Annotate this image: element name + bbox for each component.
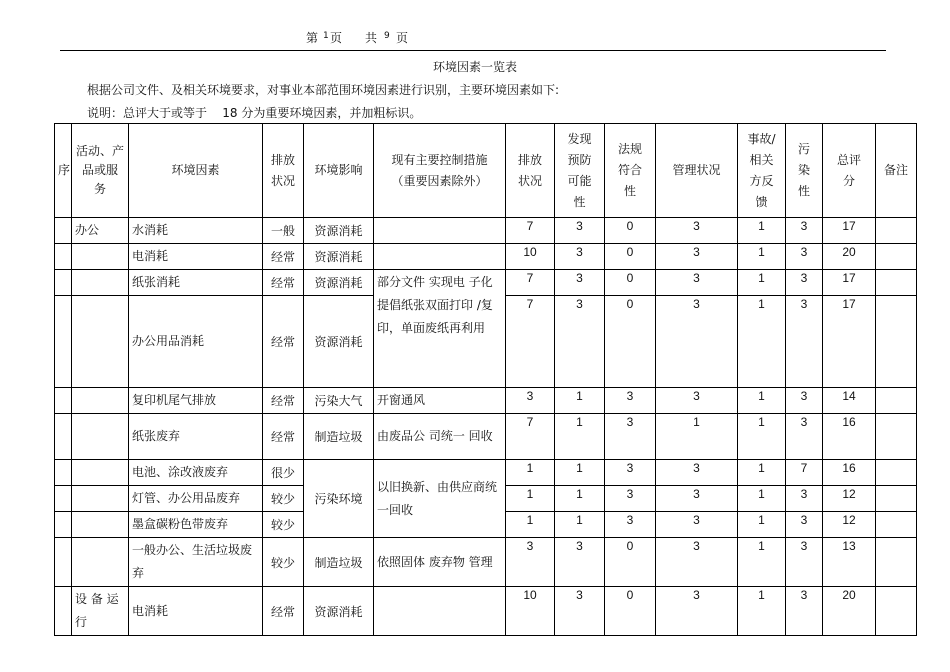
header-measures: 现有主要控制措施 （重要因素除外） — [374, 124, 506, 218]
score-pollution: 3 — [786, 388, 823, 414]
emission-cell: 较少 — [263, 512, 304, 538]
intro-text: 根据公司文件、及相关环境要求，对事业本部范围环境因素进行识别，主要环境因素如下: — [87, 83, 560, 97]
score-prevention: 1 — [555, 388, 605, 414]
seq-cell — [55, 486, 72, 512]
score-total: 17 — [823, 270, 876, 296]
seq-cell — [55, 512, 72, 538]
score-total: 16 — [823, 460, 876, 486]
score-emission: 3 — [506, 538, 555, 587]
seq-cell — [55, 244, 72, 270]
factor-cell: 电消耗 — [129, 587, 263, 636]
score-management: 3 — [656, 587, 738, 636]
header-pollution: 污 染 性 — [786, 124, 823, 218]
remark-cell — [876, 296, 917, 388]
score-management: 1 — [656, 414, 738, 460]
impact-cell: 制造垃圾 — [304, 414, 374, 460]
header-emission: 排放 状况 — [263, 124, 304, 218]
activity-cell — [72, 414, 129, 460]
note-text: 说明：总评大于或等于 18 分为重要环境因素，并加粗标识。 — [87, 106, 422, 120]
impact-cell: 污染大气 — [304, 388, 374, 414]
impact-cell: 污染环境 — [304, 460, 374, 538]
activity-cell — [72, 296, 129, 388]
emission-cell: 较少 — [263, 538, 304, 587]
score-accident: 1 — [738, 244, 786, 270]
score-prevention: 1 — [555, 460, 605, 486]
factor-cell: 水消耗 — [129, 218, 263, 244]
score-prevention: 3 — [555, 218, 605, 244]
remark-cell — [876, 270, 917, 296]
emission-cell: 经常 — [263, 388, 304, 414]
score-emission: 7 — [506, 414, 555, 460]
activity-cell — [72, 270, 129, 296]
emission-cell: 经常 — [263, 270, 304, 296]
score-accident: 1 — [738, 460, 786, 486]
score-law: 3 — [605, 512, 656, 538]
remark-cell — [876, 414, 917, 460]
header-seq: 序 — [55, 124, 72, 218]
score-accident: 1 — [738, 218, 786, 244]
impact-cell: 资源消耗 — [304, 270, 374, 296]
score-accident: 1 — [738, 587, 786, 636]
remark-cell — [876, 486, 917, 512]
header-accident: 事故/ 相关 方反 馈 — [738, 124, 786, 218]
impact-cell: 资源消耗 — [304, 587, 374, 636]
score-total: 20 — [823, 587, 876, 636]
measure-cell — [374, 244, 506, 270]
score-law: 0 — [605, 538, 656, 587]
score-accident: 1 — [738, 414, 786, 460]
score-law: 3 — [605, 388, 656, 414]
factor-cell: 纸张消耗 — [129, 270, 263, 296]
score-accident: 1 — [738, 296, 786, 388]
score-prevention: 3 — [555, 538, 605, 587]
score-total: 14 — [823, 388, 876, 414]
table-row — [55, 244, 917, 270]
table-row — [55, 218, 917, 244]
factor-cell: 电池、涂改液废弃 — [129, 460, 263, 486]
header-remark: 备注 — [876, 124, 917, 218]
measure-cell: 部分文件 实现电 子化 提倡纸张双面打印 /复印，单面废纸再利用 — [374, 270, 506, 388]
table-row — [55, 460, 917, 486]
score-law: 0 — [605, 218, 656, 244]
remark-cell — [876, 587, 917, 636]
score-prevention: 3 — [555, 270, 605, 296]
score-total: 13 — [823, 538, 876, 587]
page-word: 第 — [306, 31, 319, 45]
score-prevention: 3 — [555, 244, 605, 270]
seq-cell — [55, 270, 72, 296]
score-total: 12 — [823, 486, 876, 512]
header-law: 法规 符合 性 — [605, 124, 656, 218]
page-number: 1 — [323, 31, 329, 41]
table-row — [55, 270, 917, 296]
score-management: 3 — [656, 218, 738, 244]
remark-cell — [876, 218, 917, 244]
score-accident: 1 — [738, 512, 786, 538]
score-law: 0 — [605, 296, 656, 388]
score-prevention: 3 — [555, 587, 605, 636]
header-activity: 活动、产 品或服 务 — [72, 124, 129, 218]
score-law: 3 — [605, 460, 656, 486]
score-law: 3 — [605, 486, 656, 512]
score-pollution: 3 — [786, 296, 823, 388]
header-impact: 环境影响 — [304, 124, 374, 218]
score-emission: 1 — [506, 512, 555, 538]
score-management: 3 — [656, 388, 738, 414]
remark-cell — [876, 244, 917, 270]
measure-cell — [374, 587, 506, 636]
seq-cell — [55, 460, 72, 486]
score-emission: 1 — [506, 460, 555, 486]
activity-cell — [72, 244, 129, 270]
score-management: 3 — [656, 270, 738, 296]
score-pollution: 3 — [786, 270, 823, 296]
activity-cell — [72, 486, 129, 512]
header-rule — [60, 50, 886, 51]
total-unit: 页 — [396, 31, 409, 45]
seq-cell — [55, 388, 72, 414]
activity-cell — [72, 460, 129, 486]
score-management: 3 — [656, 244, 738, 270]
score-emission: 10 — [506, 244, 555, 270]
measure-cell: 以旧换新、由供应商统一回收 — [374, 460, 506, 538]
remark-cell — [876, 538, 917, 587]
score-prevention: 3 — [555, 296, 605, 388]
table-row — [55, 538, 917, 587]
header-management: 管理状况 — [656, 124, 738, 218]
impact-cell: 制造垃圾 — [304, 538, 374, 587]
score-accident: 1 — [738, 486, 786, 512]
score-pollution: 3 — [786, 414, 823, 460]
score-management: 3 — [656, 296, 738, 388]
score-emission: 7 — [506, 270, 555, 296]
header-prevention: 发现 预防 可能 性 — [555, 124, 605, 218]
activity-cell — [72, 388, 129, 414]
seq-cell — [55, 538, 72, 587]
header-factor: 环境因素 — [129, 124, 263, 218]
score-management: 3 — [656, 460, 738, 486]
score-law: 0 — [605, 587, 656, 636]
score-total: 12 — [823, 512, 876, 538]
emission-cell: 经常 — [263, 414, 304, 460]
score-pollution: 3 — [786, 244, 823, 270]
emission-cell: 较少 — [263, 486, 304, 512]
activity-cell: 办公 — [72, 218, 129, 244]
factor-cell: 灯管、办公用品废弃 — [129, 486, 263, 512]
score-prevention: 1 — [555, 486, 605, 512]
measure-cell: 由废品公 司统一 回收 — [374, 414, 506, 460]
activity-cell — [72, 538, 129, 587]
score-law: 3 — [605, 414, 656, 460]
score-law: 0 — [605, 270, 656, 296]
score-pollution: 3 — [786, 512, 823, 538]
score-emission: 7 — [506, 296, 555, 388]
header-emission-score: 排放 状况 — [506, 124, 555, 218]
factor-cell: 一般办公、生活垃圾废弃 — [129, 538, 263, 587]
score-pollution: 3 — [786, 587, 823, 636]
document-title: 环境因素一览表 — [432, 60, 517, 74]
impact-cell: 资源消耗 — [304, 296, 374, 388]
environment-factor-table — [54, 123, 917, 636]
emission-cell: 经常 — [263, 244, 304, 270]
remark-cell — [876, 512, 917, 538]
measure-cell: 开窗通风 — [374, 388, 506, 414]
factor-cell: 办公用品消耗 — [129, 296, 263, 388]
score-accident: 1 — [738, 270, 786, 296]
table-row — [55, 388, 917, 414]
table-row — [55, 587, 917, 636]
score-emission: 7 — [506, 218, 555, 244]
remark-cell — [876, 388, 917, 414]
activity-cell: 设 备 运 行 — [72, 587, 129, 636]
score-total: 17 — [823, 296, 876, 388]
impact-cell: 资源消耗 — [304, 218, 374, 244]
score-pollution: 7 — [786, 460, 823, 486]
factor-cell: 纸张废弃 — [129, 414, 263, 460]
impact-cell: 资源消耗 — [304, 244, 374, 270]
factor-cell: 电消耗 — [129, 244, 263, 270]
measure-cell — [374, 218, 506, 244]
header-total: 总评 分 — [823, 124, 876, 218]
total-word: 共 — [365, 31, 378, 45]
table-row — [55, 414, 917, 460]
factor-cell: 墨盒碳粉色带废弃 — [129, 512, 263, 538]
score-prevention: 1 — [555, 512, 605, 538]
score-total: 20 — [823, 244, 876, 270]
emission-cell: 经常 — [263, 296, 304, 388]
score-accident: 1 — [738, 388, 786, 414]
emission-cell: 一般 — [263, 218, 304, 244]
score-management: 3 — [656, 486, 738, 512]
score-emission: 3 — [506, 388, 555, 414]
emission-cell: 很少 — [263, 460, 304, 486]
total-pages: 9 — [384, 31, 390, 41]
score-pollution: 3 — [786, 486, 823, 512]
measure-cell: 依照固体 废弃物 管理 — [374, 538, 506, 587]
page-unit: 页 — [330, 31, 343, 45]
score-accident: 1 — [738, 538, 786, 587]
factor-cell: 复印机尾气排放 — [129, 388, 263, 414]
score-pollution: 3 — [786, 218, 823, 244]
score-prevention: 1 — [555, 414, 605, 460]
score-management: 3 — [656, 538, 738, 587]
score-management: 3 — [656, 512, 738, 538]
seq-cell — [55, 414, 72, 460]
emission-cell: 经常 — [263, 587, 304, 636]
seq-cell — [55, 296, 72, 388]
seq-cell — [55, 218, 72, 244]
score-pollution: 3 — [786, 538, 823, 587]
activity-cell — [72, 512, 129, 538]
score-total: 17 — [823, 218, 876, 244]
score-law: 0 — [605, 244, 656, 270]
score-emission: 1 — [506, 486, 555, 512]
header-row — [55, 124, 917, 218]
remark-cell — [876, 460, 917, 486]
seq-cell — [55, 587, 72, 636]
score-total: 16 — [823, 414, 876, 460]
score-emission: 10 — [506, 587, 555, 636]
